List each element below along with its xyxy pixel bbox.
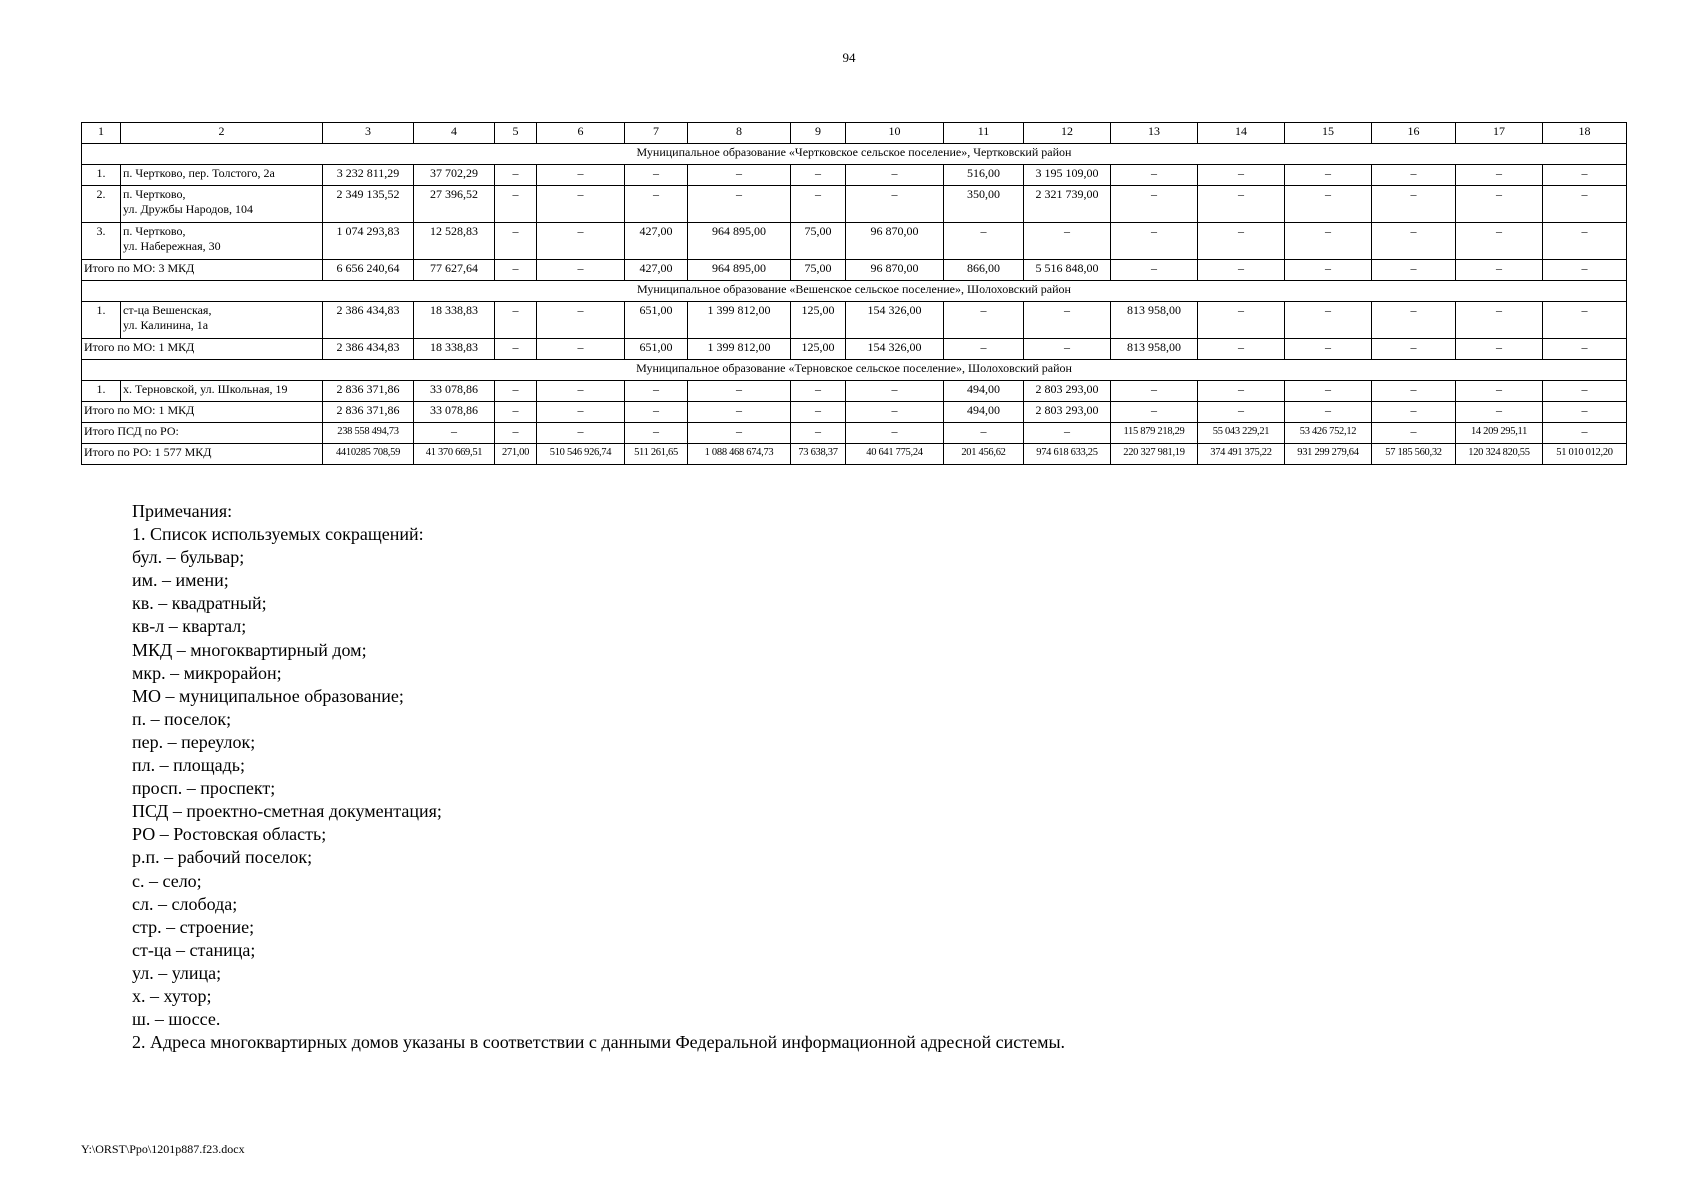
value-cell: 2 386 434,83: [323, 339, 414, 360]
value-cell: –: [537, 302, 625, 339]
value-cell: –: [1285, 339, 1372, 360]
abbreviation-item: х. – хутор;: [132, 985, 212, 1006]
notes-item-1: 1. Список используемых сокращений:: [132, 524, 424, 545]
value-cell: 494,00: [944, 402, 1024, 423]
value-cell: –: [1456, 223, 1543, 260]
row-number: 1.: [82, 302, 121, 339]
address-line: п. Чертково,: [123, 187, 186, 201]
address-cell: [121, 302, 323, 339]
value-cell: 974 618 633,25: [1024, 444, 1111, 465]
value-cell: –: [1285, 381, 1372, 402]
abbreviation-item: МКД – многоквартирный дом;: [132, 639, 367, 660]
value-cell: –: [495, 186, 537, 223]
value-cell: –: [1543, 260, 1627, 281]
value-cell: 271,00: [495, 444, 537, 465]
value-cell: –: [791, 423, 846, 444]
value-cell: –: [1198, 339, 1285, 360]
value-cell: 2 349 135,52: [323, 186, 414, 223]
value-cell: –: [1456, 260, 1543, 281]
address-line: ул. Дружбы Народов, 104: [123, 202, 254, 216]
col-num: 18: [1543, 123, 1627, 144]
value-cell: –: [846, 381, 944, 402]
value-cell: –: [495, 402, 537, 423]
value-cell: –: [1372, 339, 1456, 360]
value-cell: 37 702,29: [414, 165, 495, 186]
col-num: 2: [121, 123, 323, 144]
value-cell: –: [944, 423, 1024, 444]
value-cell: –: [1372, 423, 1456, 444]
value-cell: 931 299 279,64: [1285, 444, 1372, 465]
value-cell: –: [1372, 165, 1456, 186]
value-cell: –: [688, 402, 791, 423]
value-cell: –: [537, 165, 625, 186]
value-cell: 964 895,00: [688, 260, 791, 281]
col-num: 17: [1456, 123, 1543, 144]
abbreviation-item: п. – поселок;: [132, 708, 232, 729]
column-number-row: [82, 123, 1627, 144]
value-cell: 511 261,65: [625, 444, 688, 465]
value-cell: –: [1285, 402, 1372, 423]
col-num: 7: [625, 123, 688, 144]
value-cell: –: [1024, 302, 1111, 339]
value-cell: –: [791, 186, 846, 223]
value-cell: 154 326,00: [846, 302, 944, 339]
value-cell: –: [1111, 381, 1198, 402]
value-cell: –: [1285, 260, 1372, 281]
value-cell: –: [495, 223, 537, 260]
total-label: Итого по МО: 3 МКД: [82, 260, 323, 281]
value-cell: –: [1024, 423, 1111, 444]
value-cell: 427,00: [625, 223, 688, 260]
value-cell: –: [495, 302, 537, 339]
value-cell: –: [944, 223, 1024, 260]
value-cell: –: [537, 423, 625, 444]
abbreviation-item: кв. – квадратный;: [132, 593, 267, 614]
value-cell: –: [1543, 339, 1627, 360]
value-cell: 14 209 295,11: [1456, 423, 1543, 444]
value-cell: 964 895,00: [688, 223, 791, 260]
value-cell: 5 516 848,00: [1024, 260, 1111, 281]
value-cell: –: [625, 423, 688, 444]
value-cell: –: [791, 381, 846, 402]
col-num: 1: [82, 123, 121, 144]
value-cell: 75,00: [791, 260, 846, 281]
col-num: 3: [323, 123, 414, 144]
value-cell: –: [537, 260, 625, 281]
value-cell: –: [495, 381, 537, 402]
value-cell: 201 456,62: [944, 444, 1024, 465]
value-cell: 1 088 468 674,73: [688, 444, 791, 465]
value-cell: –: [1543, 402, 1627, 423]
abbreviation-item: с. – село;: [132, 870, 202, 891]
value-cell: –: [688, 165, 791, 186]
value-cell: 12 528,83: [414, 223, 495, 260]
value-cell: –: [1198, 165, 1285, 186]
mo-header-row: [82, 281, 1627, 302]
value-cell: –: [1198, 402, 1285, 423]
value-cell: –: [625, 165, 688, 186]
value-cell: 2 803 293,00: [1024, 402, 1111, 423]
value-cell: –: [1456, 381, 1543, 402]
abbreviation-item: мкр. – микрорайон;: [132, 662, 282, 683]
table-row: [82, 223, 1627, 260]
value-cell: –: [1372, 302, 1456, 339]
value-cell: –: [688, 381, 791, 402]
address-program-table: [81, 122, 1626, 465]
col-num: 5: [495, 123, 537, 144]
value-cell: –: [1024, 339, 1111, 360]
value-cell: 77 627,64: [414, 260, 495, 281]
value-cell: –: [846, 423, 944, 444]
abbreviation-item: им. – имени;: [132, 570, 229, 591]
value-cell: 374 491 375,22: [1198, 444, 1285, 465]
value-cell: 350,00: [944, 186, 1024, 223]
table-row: [82, 381, 1627, 402]
value-cell: –: [1372, 381, 1456, 402]
value-cell: –: [1111, 186, 1198, 223]
value-cell: –: [625, 402, 688, 423]
value-cell: –: [1285, 302, 1372, 339]
value-cell: –: [1285, 165, 1372, 186]
value-cell: –: [625, 186, 688, 223]
value-cell: –: [1198, 223, 1285, 260]
address-cell: [121, 186, 323, 223]
col-num: 12: [1024, 123, 1111, 144]
mo-header: Муниципальное образование «Терновское сельское поселение», Шолоховский район: [82, 360, 1627, 381]
value-cell: 73 638,37: [791, 444, 846, 465]
abbreviation-item: сл. – слобода;: [132, 893, 238, 914]
table-row: [82, 186, 1627, 223]
value-cell: –: [495, 165, 537, 186]
value-cell: –: [1372, 223, 1456, 260]
value-cell: –: [944, 339, 1024, 360]
col-num: 10: [846, 123, 944, 144]
value-cell: –: [537, 402, 625, 423]
value-cell: –: [1198, 381, 1285, 402]
value-cell: –: [1024, 223, 1111, 260]
value-cell: –: [1111, 260, 1198, 281]
abbreviation-item: МО – муниципальное образование;: [132, 685, 404, 706]
value-cell: 1 399 812,00: [688, 339, 791, 360]
value-cell: 27 396,52: [414, 186, 495, 223]
address-line: ул. Набережная, 30: [123, 239, 221, 253]
row-number: 1.: [82, 381, 121, 402]
value-cell: 813 958,00: [1111, 339, 1198, 360]
mo-header: Муниципальное образование «Вешенское сельское поселение», Шолоховский район: [82, 281, 1627, 302]
abbreviation-item: пер. – переулок;: [132, 731, 256, 752]
value-cell: –: [1198, 260, 1285, 281]
total-label: Итого по МО: 1 МКД: [82, 402, 323, 423]
value-cell: 3 195 109,00: [1024, 165, 1111, 186]
value-cell: –: [537, 223, 625, 260]
value-cell: 18 338,83: [414, 339, 495, 360]
total-row: [82, 339, 1627, 360]
value-cell: –: [1372, 186, 1456, 223]
abbreviation-item: ул. – улица;: [132, 962, 222, 983]
value-cell: 220 327 981,19: [1111, 444, 1198, 465]
address-cell: [121, 223, 323, 260]
value-cell: –: [1198, 302, 1285, 339]
value-cell: 96 870,00: [846, 223, 944, 260]
total-row: [82, 402, 1627, 423]
value-cell: 6 656 240,64: [323, 260, 414, 281]
abbreviation-item: ПСД – проектно-сметная документация;: [132, 801, 442, 822]
value-cell: –: [1543, 223, 1627, 260]
value-cell: –: [688, 423, 791, 444]
value-cell: 1 399 812,00: [688, 302, 791, 339]
row-number: 2.: [82, 186, 121, 223]
col-num: 4: [414, 123, 495, 144]
value-cell: –: [1111, 223, 1198, 260]
value-cell: –: [791, 165, 846, 186]
value-cell: 57 185 560,32: [1372, 444, 1456, 465]
value-cell: 125,00: [791, 339, 846, 360]
value-cell: 51 010 012,20: [1543, 444, 1627, 465]
value-cell: –: [1285, 223, 1372, 260]
value-cell: –: [1111, 165, 1198, 186]
value-cell: 53 426 752,12: [1285, 423, 1372, 444]
value-cell: 33 078,86: [414, 402, 495, 423]
address-line: ул. Калинина, 1а: [123, 318, 209, 332]
address-line: п. Чертково,: [123, 224, 186, 238]
value-cell: –: [846, 402, 944, 423]
address-line: ст-ца Вешенская,: [123, 303, 212, 317]
total-label: Итого по РО: 1 577 МКД: [82, 444, 323, 465]
value-cell: 1 074 293,83: [323, 223, 414, 260]
row-number: 1.: [82, 165, 121, 186]
value-cell: –: [625, 381, 688, 402]
value-cell: 2 803 293,00: [1024, 381, 1111, 402]
value-cell: –: [791, 402, 846, 423]
value-cell: 125,00: [791, 302, 846, 339]
value-cell: –: [537, 381, 625, 402]
value-cell: –: [495, 423, 537, 444]
footer-file-path: Y:\ORST\Ppo\1201p887.f23.docx: [81, 1142, 245, 1156]
value-cell: –: [944, 302, 1024, 339]
value-cell: –: [1372, 260, 1456, 281]
table-row: [82, 165, 1627, 186]
mo-header: Муниципальное образование «Чертковское сельское поселение», Чертковский район: [82, 144, 1627, 165]
value-cell: –: [1456, 165, 1543, 186]
table-row: [82, 302, 1627, 339]
value-cell: 40 641 775,24: [846, 444, 944, 465]
value-cell: –: [1111, 402, 1198, 423]
value-cell: –: [495, 260, 537, 281]
value-cell: 96 870,00: [846, 260, 944, 281]
total-label: Итого по МО: 1 МКД: [82, 339, 323, 360]
value-cell: 516,00: [944, 165, 1024, 186]
abbreviation-item: стр. – строение;: [132, 916, 255, 937]
value-cell: –: [846, 165, 944, 186]
value-cell: –: [1543, 381, 1627, 402]
mo-header-row: [82, 144, 1627, 165]
value-cell: –: [1372, 402, 1456, 423]
value-cell: 75,00: [791, 223, 846, 260]
value-cell: –: [1456, 339, 1543, 360]
page-number: 94: [842, 50, 856, 65]
notes-section: [132, 500, 1065, 1054]
value-cell: 3 232 811,29: [323, 165, 414, 186]
col-num: 15: [1285, 123, 1372, 144]
value-cell: –: [1543, 186, 1627, 223]
value-cell: 494,00: [944, 381, 1024, 402]
abbreviation-item: пл. – площадь;: [132, 755, 245, 776]
total-label: Итого ПСД по РО:: [82, 423, 323, 444]
notes-item-2: 2. Адреса многоквартирных домов указаны в соответствии с данными Федеральной информационной адресной системы.: [132, 1032, 1066, 1053]
abbreviation-item: кв-л – квартал;: [132, 616, 247, 637]
value-cell: –: [846, 186, 944, 223]
value-cell: 813 958,00: [1111, 302, 1198, 339]
value-cell: –: [1285, 186, 1372, 223]
row-number: 3.: [82, 223, 121, 260]
value-cell: –: [1543, 165, 1627, 186]
value-cell: –: [1543, 302, 1627, 339]
abbreviation-item: бул. – бульвар;: [132, 547, 245, 568]
mo-header-row: [82, 360, 1627, 381]
value-cell: 33 078,86: [414, 381, 495, 402]
col-num: 8: [688, 123, 791, 144]
value-cell: 2 321 739,00: [1024, 186, 1111, 223]
value-cell: 866,00: [944, 260, 1024, 281]
col-num: 11: [944, 123, 1024, 144]
abbreviation-item: РО – Ростовская область;: [132, 824, 327, 845]
abbreviation-item: просп. – проспект;: [132, 778, 276, 799]
col-num: 13: [1111, 123, 1198, 144]
col-num: 9: [791, 123, 846, 144]
value-cell: 651,00: [625, 302, 688, 339]
value-cell: 154 326,00: [846, 339, 944, 360]
value-cell: –: [537, 339, 625, 360]
value-cell: 2 386 434,83: [323, 302, 414, 339]
value-cell: –: [495, 339, 537, 360]
notes-title: Примечания:: [132, 501, 233, 521]
value-cell: –: [1456, 402, 1543, 423]
value-cell: 41 370 669,51: [414, 444, 495, 465]
col-num: 16: [1372, 123, 1456, 144]
value-cell: 2 836 371,86: [323, 402, 414, 423]
value-cell: –: [1456, 302, 1543, 339]
abbreviation-item: р.п. – рабочий поселок;: [132, 847, 313, 868]
value-cell: 115 879 218,29: [1111, 423, 1198, 444]
data-table: [81, 122, 1627, 465]
value-cell: 427,00: [625, 260, 688, 281]
value-cell: 4410285 708,59: [323, 444, 414, 465]
value-cell: 55 043 229,21: [1198, 423, 1285, 444]
address-cell: п. Чертково, пер. Толстого, 2а: [121, 165, 323, 186]
value-cell: –: [1543, 423, 1627, 444]
value-cell: –: [414, 423, 495, 444]
total-row: [82, 260, 1627, 281]
abbreviation-item: ст-ца – станица;: [132, 939, 256, 960]
address-cell: х. Терновской, ул. Школьная, 19: [121, 381, 323, 402]
value-cell: 18 338,83: [414, 302, 495, 339]
value-cell: –: [537, 186, 625, 223]
value-cell: –: [1198, 186, 1285, 223]
total-row: [82, 423, 1627, 444]
value-cell: 238 558 494,73: [323, 423, 414, 444]
col-num: 14: [1198, 123, 1285, 144]
abbreviation-item: ш. – шоссе.: [132, 1009, 221, 1030]
value-cell: 120 324 820,55: [1456, 444, 1543, 465]
total-row: [82, 444, 1627, 465]
value-cell: 510 546 926,74: [537, 444, 625, 465]
value-cell: 2 836 371,86: [323, 381, 414, 402]
value-cell: –: [1456, 186, 1543, 223]
value-cell: –: [688, 186, 791, 223]
value-cell: 651,00: [625, 339, 688, 360]
col-num: 6: [537, 123, 625, 144]
